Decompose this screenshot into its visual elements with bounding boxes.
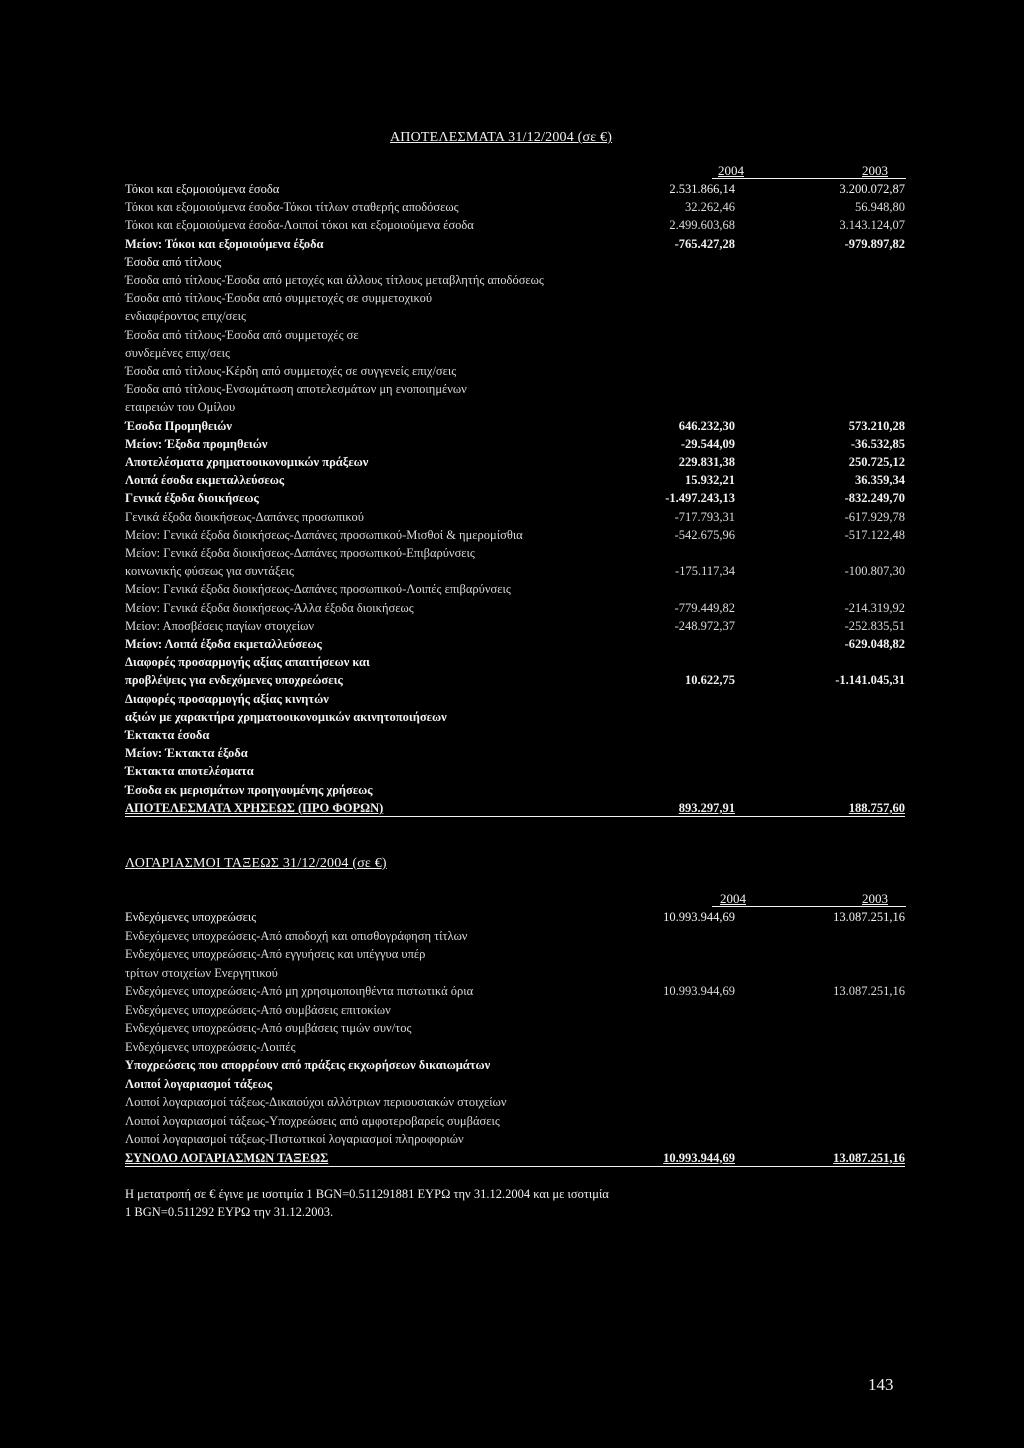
results-row [125, 436, 905, 453]
results-row-value-2003: -252.835,51 [844, 618, 905, 633]
results-row-label: ενδιαφέροντος επιχ/σεις [125, 309, 246, 324]
memo-row [125, 909, 905, 926]
memo-row-label: Λοιποί λογαριασμοί τάξεως-Δικαιούχοι αλλότριων περιουσιακών στοιχείων [125, 1095, 507, 1109]
results-row [125, 545, 905, 562]
memo-row-value-2003: 13.087.251,16 [833, 984, 905, 998]
memo-header-rule [712, 906, 906, 907]
results-row-value-2003: -979.897,82 [844, 236, 905, 251]
memo-row [125, 1076, 905, 1093]
memo-title: ΛΟΓΑΡΙΑΣΜΟΙ ΤΑΞΕΩΣ 31/12/2004 (σε €) [125, 856, 387, 871]
results-row-label: Μείον: Γενικά έξοδα διοικήσεως-Δαπάνες προσωπικού-Μισθοί & ημερομίσθια [125, 527, 523, 542]
results-row [125, 618, 905, 635]
results-row [125, 691, 905, 708]
page-number: 143 [868, 1375, 894, 1394]
memo-row-value-2003: 13.087.251,16 [833, 910, 905, 924]
results-row [125, 745, 905, 762]
memo-row-label: Ενδεχόμενες υποχρεώσεις-Από συμβάσεις επιτοκίων [125, 1002, 391, 1017]
results-row-label: εταιρειών του Ομίλου [125, 400, 236, 415]
memo-row-value-2003: 13.087.251,16 [833, 1150, 905, 1165]
results-row [125, 381, 905, 398]
footnote-line-1: Η μετατροπή σε € έγινε με ισοτιμία 1 BGN=0.511291881 ΕΥΡΩ την 31.12.2004 και με ισοτιμία [125, 1187, 609, 1201]
results-row [125, 782, 905, 799]
results-header-rule [712, 178, 906, 179]
results-row-label: Αποτελέσματα χρηματοοικονομικών πράξεων [125, 455, 369, 469]
results-row-label: Έσοδα από τίτλους-Ενσωμάτωση αποτελεσμάτων μη ενοποιημένων [125, 382, 467, 397]
results-row-value-2003: 188.757,60 [848, 800, 905, 815]
results-row [125, 800, 905, 817]
results-row-label: Λοιπά έσοδα εκμεταλλεύσεως [125, 473, 285, 488]
memo-row-label: Υποχρεώσεις που απορρέουν από πράξεις εκχωρήσεων δικαιωμάτων [125, 1058, 491, 1072]
results-row-label: Γενικά έξοδα διοικήσεως [125, 491, 259, 506]
results-row-value-2003: -617.929,78 [844, 509, 905, 524]
results-row [125, 763, 905, 780]
results-row [125, 345, 905, 362]
results-row-label: Μείον: Τόκοι και εξομοιούμενα έξοδα [125, 236, 324, 251]
results-row [125, 563, 905, 580]
results-row [125, 327, 905, 344]
results-row [125, 636, 905, 653]
results-row-value-2004: 2.499.603,68 [669, 218, 735, 233]
results-row-label: προβλέψεις για ενδεχόμενες υποχρεώσεις [125, 673, 343, 688]
results-row-label: συνδεμένες επιχ/σεις [125, 345, 230, 360]
results-row-value-2004: -175.117,34 [675, 564, 735, 579]
results-row [125, 454, 905, 471]
results-row [125, 363, 905, 380]
results-row [125, 272, 905, 289]
results-row-label: Τόκοι και εξομοιούμενα έσοδα-Λοιποί τόκοι και εξομοιούμενα έσοδα [125, 218, 474, 233]
results-row-label: Μείον: Λοιπά έξοδα εκμεταλλεύσεως [125, 637, 322, 651]
memo-row-value-2004: 10.993.944,69 [663, 1150, 735, 1165]
results-row-label: Έσοδα από τίτλους-Κέρδη από συμμετοχές σε συγγενείς επιχ/σεις [125, 364, 457, 378]
memo-row-label: Ενδεχόμενες υποχρεώσεις [125, 910, 257, 924]
memo-row [125, 1039, 905, 1056]
results-row-value-2004: -542.675,96 [674, 527, 735, 542]
results-row-value-2004: 646.232,30 [678, 418, 735, 433]
results-row-value-2004: 10.622,75 [685, 673, 735, 688]
results-row [125, 181, 905, 198]
results-row-label: Διαφορές προσαρμογής αξίας κινητών [125, 691, 329, 706]
results-row-value-2003: 56.948,80 [855, 200, 905, 215]
results-row-value-2003: -214.319,92 [844, 600, 905, 615]
results-row-value-2003: 573.210,28 [848, 418, 905, 433]
results-row-label: κοινωνικής φύσεως για συντάξεις [125, 564, 294, 579]
results-row-value-2004: -765.427,28 [674, 236, 735, 251]
memo-row [125, 983, 905, 1000]
results-row-label: Διαφορές προσαρμογής αξίας απαιτήσεων και [125, 655, 370, 670]
results-row-label: ΑΠΟΤΕΛΕΣΜΑΤΑ ΧΡΗΣΕΩΣ (ΠΡΟ ΦΟΡΩΝ) [125, 800, 384, 815]
memo-row [125, 1131, 905, 1148]
memo-row [125, 1150, 905, 1167]
results-year-2004: 2004 [718, 163, 744, 178]
results-row-value-2004: 15.932,21 [685, 473, 735, 488]
results-row-label: Έκτακτα αποτελέσματα [125, 764, 254, 779]
results-row [125, 581, 905, 598]
results-row-value-2003: -517.122,48 [844, 527, 905, 542]
memo-row [125, 1113, 905, 1130]
results-row-label: Έσοδα Προμηθειών [125, 418, 232, 433]
results-row [125, 509, 905, 526]
memo-row-label: Ενδεχόμενες υποχρεώσεις-Από συμβάσεις τιμών συν/τος [125, 1021, 412, 1035]
results-row-value-2004: -779.449,82 [674, 600, 735, 615]
results-row [125, 527, 905, 544]
memo-year-2004: 2004 [720, 891, 746, 906]
results-row-value-2004: -1.497.243,13 [665, 491, 735, 506]
memo-row [125, 1002, 905, 1019]
results-row [125, 709, 905, 726]
results-row-label: Γενικά έξοδα διοικήσεως-Δαπάνες προσωπικού [125, 509, 364, 524]
results-row [125, 290, 905, 307]
results-row [125, 727, 905, 744]
results-row-value-2004: 2.531.866,14 [669, 182, 735, 196]
results-row-label: Μείον: Γενικά έξοδα διοικήσεως-Άλλα έξοδα διοικήσεως [125, 600, 414, 615]
results-row-value-2003: 36.359,34 [855, 473, 905, 488]
results-row-label: Μείον: Έξοδα προμηθειών [125, 436, 268, 451]
results-row [125, 654, 905, 671]
results-row-value-2003: 3.143.124,07 [839, 218, 905, 233]
results-row [125, 600, 905, 617]
memo-row-label: Λοιποί λογαριασμοί τάξεως [125, 1076, 273, 1091]
results-row-label: Τόκοι και εξομοιούμενα έσοδα [125, 182, 280, 196]
results-row [125, 399, 905, 416]
results-row [125, 672, 905, 689]
memo-row [125, 1057, 905, 1074]
results-row-label: Έσοδα από τίτλους-Έσοδα από συμμετοχές σε συμμετοχικού [125, 291, 433, 306]
results-row-value-2003: 3.200.072,87 [839, 182, 905, 196]
memo-total-rule [125, 1166, 905, 1167]
results-title: ΑΠΟΤΕΛΕΣΜΑΤΑ 31/12/2004 (σε €) [390, 130, 613, 145]
results-row [125, 217, 905, 234]
memo-row-label: Λοιποί λογαριασμοί τάξεως-Υποχρεώσεις από αμφοτεροβαρείς συμβάσεις [125, 1113, 500, 1128]
results-row [125, 472, 905, 489]
footnote-line-2: 1 BGN=0.511292 ΕΥΡΩ την 31.12.2003. [125, 1205, 334, 1219]
memo-row [125, 1020, 905, 1037]
results-row-label: Έσοδα από τίτλους-Έσοδα από συμμετοχές σε [125, 327, 359, 342]
results-row-value-2004: 229.831,38 [678, 455, 735, 469]
results-row [125, 308, 905, 325]
results-row-value-2004: -717.793,31 [674, 509, 735, 524]
results-row-value-2003: -36.532,85 [850, 436, 905, 451]
results-row-label: Μείον: Αποσβέσεις παγίων στοιχείων [125, 618, 315, 633]
results-row [125, 254, 905, 271]
results-row-label: Μείον: Γενικά έξοδα διοικήσεως-Δαπάνες προσωπικού-Λοιπές επιβαρύνσεις [125, 582, 511, 597]
results-row-label: Έσοδα εκ μερισμάτων προηγουμένης χρήσεως [125, 782, 373, 797]
results-row-value-2003: -832.249,70 [844, 491, 905, 506]
results-row-value-2003: 250.725,12 [848, 455, 905, 469]
results-row-label: Έκτακτα έσοδα [125, 728, 210, 742]
results-row-value-2003: -100.807,30 [844, 564, 905, 579]
memo-year-2003: 2003 [862, 891, 888, 906]
results-row-value-2004: -29.544,09 [680, 436, 735, 451]
results-row-label: Τόκοι και εξομοιούμενα έσοδα-Τόκοι τίτλων σταθερής αποδόσεως [125, 200, 459, 215]
results-row-value-2003: -629.048,82 [844, 637, 905, 651]
results-row [125, 490, 905, 507]
results-row-value-2004: 893.297,91 [678, 800, 735, 815]
results-row [125, 236, 905, 253]
memo-row [125, 1094, 905, 1111]
results-row [125, 199, 905, 216]
memo-row-value-2004: 10.993.944,69 [663, 984, 735, 998]
results-year-2003: 2003 [862, 163, 888, 178]
results-row-value-2004: -248.972,37 [674, 618, 735, 633]
results-row-label: Μείον: Γενικά έξοδα διοικήσεως-Δαπάνες προσωπικού-Επιβαρύνσεις [125, 546, 475, 560]
memo-row-label: τρίτων στοιχείων Ενεργητικού [125, 965, 278, 980]
memo-row-label: Ενδεχόμενες υποχρεώσεις-Από εγγυήσεις και υπέγγυα υπέρ [125, 947, 426, 961]
memo-row-label: Ενδεχόμενες υποχρεώσεις-Από μη χρησιμοποιηθέντα πιστωτικά όρια [125, 984, 474, 998]
memo-row-label: Ενδεχόμενες υποχρεώσεις-Λοιπές [125, 1039, 296, 1054]
memo-row [125, 965, 905, 982]
results-row-value-2004: 32.262,46 [685, 200, 735, 215]
memo-row [125, 928, 905, 945]
results-row [125, 418, 905, 435]
results-row-label: Έσοδα από τίτλους-Έσοδα από μετοχές και άλλους τίτλους μεταβλητής αποδόσεως [125, 273, 544, 287]
memo-row-label: Λοιποί λογαριασμοί τάξεως-Πιστωτικοί λογαριασμοί πληροφοριών [125, 1132, 464, 1146]
results-row-label: Έσοδα από τίτλους [125, 254, 222, 269]
memo-row [125, 946, 905, 963]
results-row-label: αξιών με χαρακτήρα χρηματοοικονομικών ακινητοποιήσεων [125, 709, 447, 724]
memo-row-value-2004: 10.993.944,69 [663, 910, 735, 924]
results-row-value-2003: -1.141.045,31 [835, 673, 905, 688]
results-row-label: Μείον: Έκτακτα έξοδα [125, 746, 248, 761]
memo-row-label: ΣΥΝΟΛΟ ΛΟΓΑΡΙΑΣΜΩΝ ΤΑΞΕΩΣ [125, 1150, 329, 1165]
results-total-rule [125, 816, 905, 817]
memo-row-label: Ενδεχόμενες υποχρεώσεις-Από αποδοχή και οπισθογράφηση τίτλων [125, 928, 468, 943]
